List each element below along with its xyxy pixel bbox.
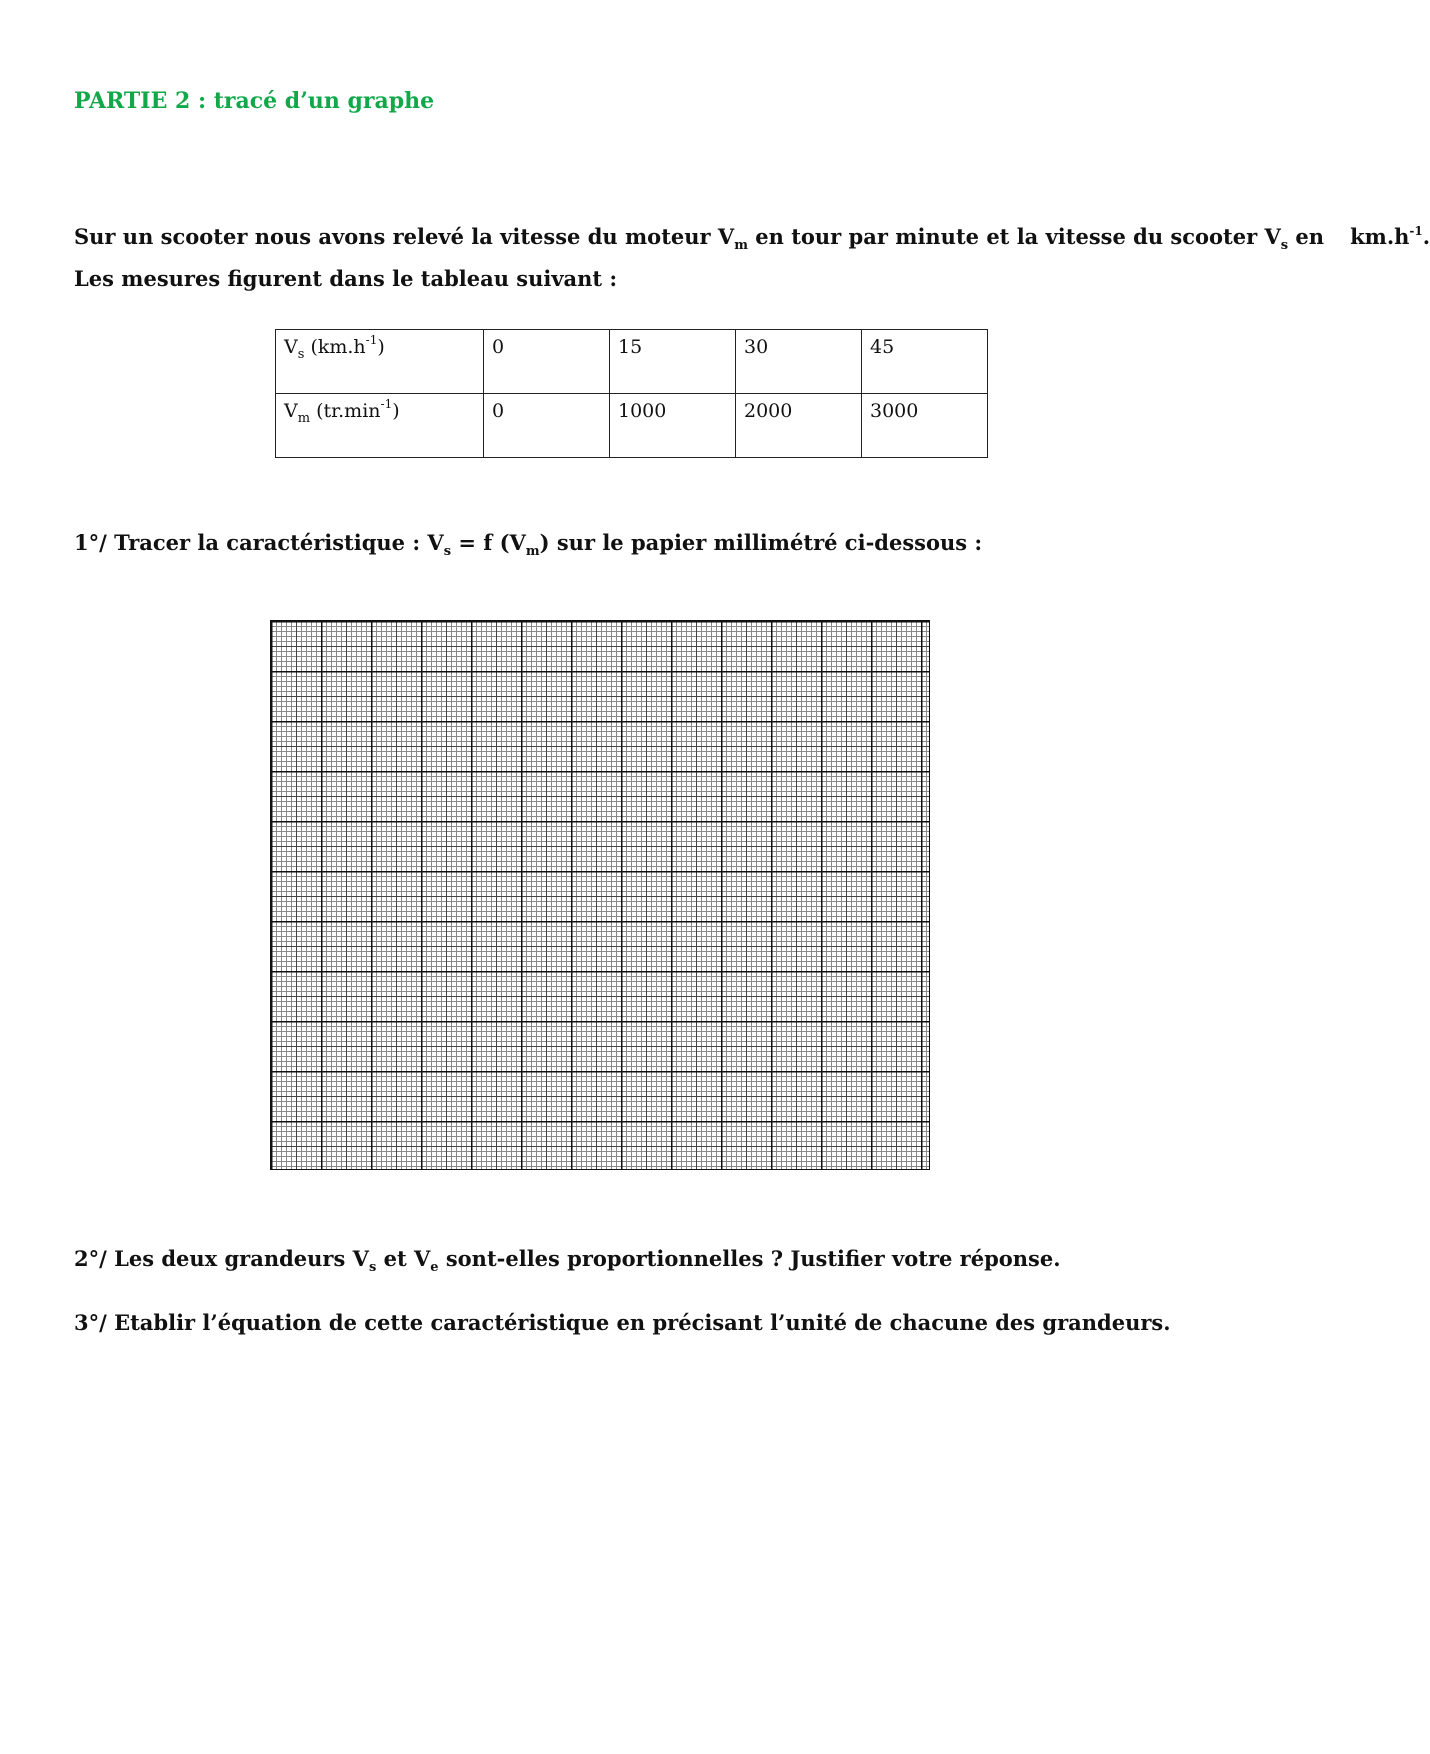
table-cell: 45 — [862, 330, 988, 394]
table-cell: 15 — [610, 330, 736, 394]
measurement-table — [275, 329, 988, 458]
intro-line-1: Sur un scooter nous avons relevé la vitesse du moteur $V_m$ en tour par minute et la vitesse du scooter $V_s$ en $km.h^{-1}$. — [74, 224, 1430, 253]
intro-line-2: Les mesures figurent dans le tableau suivant : — [74, 266, 618, 291]
table-cell: 0 — [484, 394, 610, 458]
row-label-vs: $V_s$ $(km.h^{-1})$ — [276, 330, 484, 394]
table-cell: 0 — [484, 330, 610, 394]
table-cell: 3000 — [862, 394, 988, 458]
question-1: 1°/ Tracer la caractéristique : $V_s = f$ $(V_m)$ sur le papier millimétré ci-dessous : — [74, 530, 983, 559]
question-2: 2°/ Les deux grandeurs $V_s$ et $V_e$ sont-elles proportionnelles ? Justifier votre réponse. — [74, 1246, 1061, 1275]
table-row-vs — [276, 330, 988, 394]
row-label-vm: $V_m$ $(tr.\min^{-1})$ — [276, 394, 484, 458]
graph-paper[interactable] — [270, 620, 930, 1170]
question-3: 3°/ Etablir l’équation de cette caractéristique en précisant l’unité de chacune des grandeurs. — [74, 1310, 1171, 1335]
table-cell: 30 — [736, 330, 862, 394]
section-title: PARTIE 2 : tracé d’un graphe — [74, 88, 435, 114]
table-row-vm — [276, 394, 988, 458]
table-cell: 1000 — [610, 394, 736, 458]
table-cell: 2000 — [736, 394, 862, 458]
